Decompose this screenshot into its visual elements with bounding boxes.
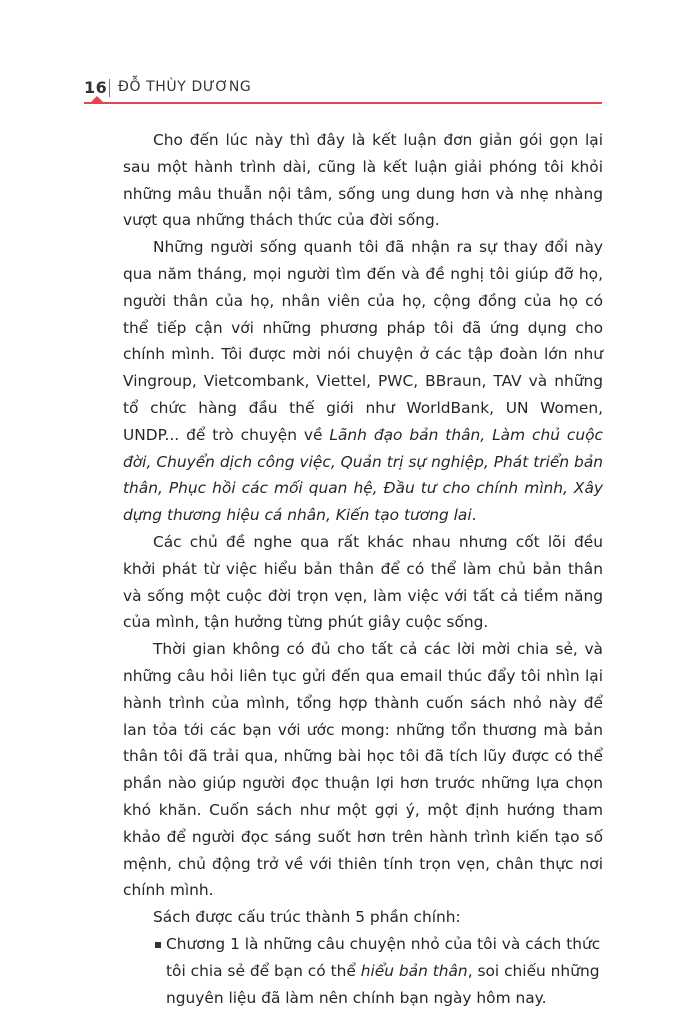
- paragraph-4: [123, 636, 603, 904]
- running-header: [84, 78, 602, 106]
- paragraph-2: [123, 234, 603, 529]
- paragraph-1: [123, 127, 603, 234]
- header-rule: [84, 102, 602, 104]
- paragraph-text: Cho đến lúc này thì đây là kết luận đơn giản gói gọn lại sau một hành trình dài, cũng là kết luận giải phóng tôi khỏi những mâu thuẫn nội tâm, sống ung dung hơn và nhẹ nhàng vượt qua những thách thức của đời sống.: [123, 131, 603, 230]
- list-item: [123, 931, 603, 1011]
- paragraph-text: Thời gian không có đủ cho tất cả các lời mời chia sẻ, và những câu hỏi liên tục gửi đến qua email thúc đẩy tôi nhìn lại hành trình của mình, tổng hợp thành cuốn sách nhỏ này để lan tỏa tới các bạn với ước mong: những tổn thương mà bản thân tôi đã trải qua, những bài học tôi đã tích lũy được có thể phần nào giúp người đọc thuận lợi hơn trước những lựa chọn khó khăn. Cuốn sách như một gợi ý, một định hướng tham khảo để người đọc sáng suốt hơn trên hành trình kiến tạo số mệnh, chủ động trở về với thiên tính trọn vẹn, chân thực nơi chính mình.: [123, 640, 603, 900]
- chapter-list: [123, 931, 603, 1011]
- list-item-text: Chương 1 là những câu chuyện nhỏ của tôi và cách thức tôi chia sẻ để bạn có thể: [166, 934, 601, 980]
- paragraph-3: [123, 529, 603, 636]
- paragraph-text: Những người sống quanh tôi đã nhận ra sự thay đổi này qua năm tháng, mọi người tìm đến và đề nghị tôi giúp đỡ họ, người thân của họ, nhân viên của họ, cộng đồng của họ có thể tiếp cận với những phương pháp tôi đã ứng dụng cho chính mình. Tôi được mời nói chuyện ở các tập đoàn lớn như Vingroup, Vietcombank, Viettel, PWC, BBraun, TAV và những tổ chức hàng đầu thế giới như WorldBank, UN Women, UNDP... để trò chuyện về: [123, 238, 603, 444]
- paragraph-text-end: .: [471, 506, 477, 525]
- paragraph-italic-topics: Lãnh đạo bản thân, Làm chủ cuộc đời, Chuyển dịch công việc, Quản trị sự nghiệp, Phát triển bản thân, Phục hồi các mối quan hệ, Đầu tư cho chính mình, Xây dựng thương hiệu cá nhân, Kiến tạo tương lai: [123, 425, 603, 525]
- list-item-italic: hiểu bản thân: [360, 961, 468, 980]
- paragraph-5: [123, 904, 603, 931]
- header-divider: [109, 79, 110, 97]
- page-body: [123, 127, 603, 1011]
- list-item-text-end: , soi chiếu những nguyên liệu đã làm nên chính bạn ngày hôm nay.: [166, 961, 600, 1007]
- header-rule-notch: [91, 96, 103, 102]
- square-bullet-icon: [155, 942, 161, 948]
- page-number: 16: [84, 78, 108, 97]
- paragraph-text: Các chủ đề nghe qua rất khác nhau nhưng cốt lõi đều khởi phát từ việc hiểu bản thân để có thể làm chủ bản thân và sống một cuộc đời trọn vẹn, làm việc với tất cả tiềm năng của mình, tận hưởng từng phút giây cuộc sống.: [123, 532, 603, 632]
- paragraph-text: Sách được cấu trúc thành 5 phần chính:: [153, 908, 461, 927]
- running-head-author: ĐỖ THÙY DƯƠNG: [118, 79, 252, 95]
